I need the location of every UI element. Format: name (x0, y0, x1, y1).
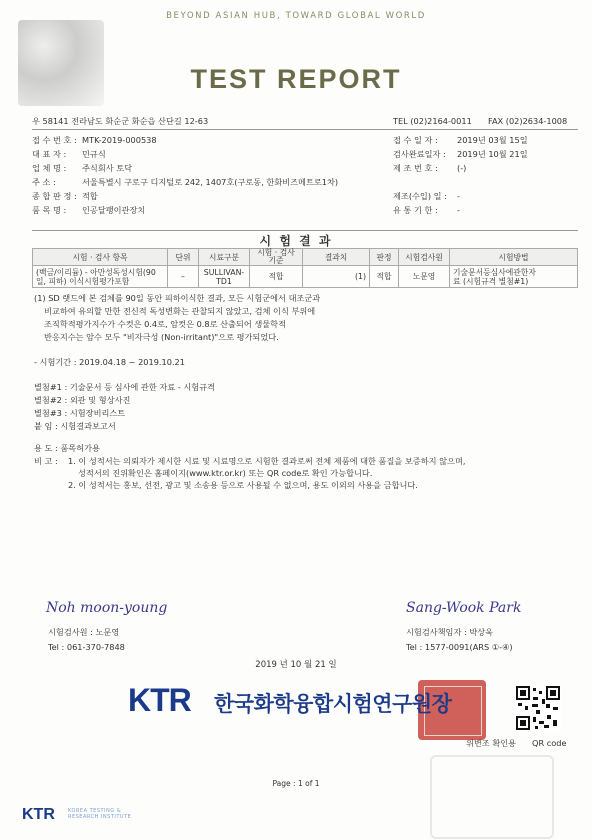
completion-date: 2019년 10월 21일 (457, 149, 528, 159)
remark-line: 1. 이 성적서는 의뢰자가 제시한 시료 및 시료명으로 시험한 결과로써 전체 제품에 대한 품질을 보증하지 않으며, (68, 456, 466, 466)
inspector: 노문영 (399, 266, 450, 288)
qr-code[interactable] (515, 685, 561, 731)
criterion: 적합 (250, 266, 303, 288)
page-title: TEST REPORT (190, 64, 402, 94)
receipt-date: 2019년 03월 15일 (457, 135, 528, 145)
slogan: BEYOND ASIAN HUB, TOWARD GLOBAL WORLD (166, 11, 426, 21)
test-item-line: 일, 피하) 이식시험평가포함 (36, 276, 130, 286)
sample-line: SULLIVAN- (203, 267, 245, 277)
sample-type (199, 266, 250, 288)
manufacture-date: - (457, 191, 460, 201)
info-label: 주 소 : (32, 177, 56, 187)
result-value: (1) (303, 266, 370, 288)
tel: TEL (02)2164-0011 (393, 116, 472, 126)
expiry-date: - (457, 205, 460, 215)
divider (32, 129, 578, 130)
remarks-label: 비 고 : (34, 456, 58, 466)
column-header: 시험검사원 (399, 249, 450, 266)
column-header: 시험방법 (450, 249, 578, 266)
info-label: 접 수 번 호 : (32, 135, 77, 145)
test-method (450, 266, 578, 288)
attachment-item: 별첨#2 : 외관 및 형상사진 (34, 395, 131, 405)
attachment-item: 별첨#1 : 기술문서 등 심사에 관한 자료 - 시험규격 (34, 382, 215, 392)
footer-org-name (68, 808, 131, 820)
column-header: 시험 · 검사 항목 (33, 249, 168, 266)
info-label: 품 목 명 : (32, 205, 67, 215)
divider (32, 230, 578, 231)
company-name: 주식회사 토닥 (82, 163, 133, 173)
note-line: 조직학적평가지수가 수컷은 0.4로, 암컷은 0.8로 산출되어 생물학적 (44, 319, 286, 329)
product-name: 인공달팽이관장치 (82, 205, 146, 215)
inspector-role: 시험검사원 : 노문영 (48, 627, 120, 637)
results-title: 시 험 결 과 (259, 234, 333, 248)
column-header: 단위 (168, 249, 199, 266)
receipt-number: MTK-2019-000538 (82, 135, 157, 145)
remark-line: 2. 이 성적서는 홍보, 선전, 광고 및 소송용 등으로 사용될 수 없으며, 용도 이외의 사용을 금합니다. (68, 480, 418, 490)
note-line: 반응지수는 암수 모두 "비자극성 (Non-irritant)"으로 평가되었다. (44, 332, 279, 342)
info-label: 대 표 자 : (32, 149, 67, 159)
info-right (393, 134, 528, 218)
test-period: - 시험기간 : 2019.04.18 ~ 2019.10.21 (34, 357, 185, 367)
judgement: 적합 (370, 266, 399, 288)
inspector-tel: Tel : 061-370-7848 (48, 642, 125, 652)
results-table (32, 248, 578, 288)
serial-number: (-) (457, 163, 467, 173)
usage: 용 도 : 품목허가용 (34, 443, 100, 453)
verify-label: 위변조 확인용 (466, 738, 517, 748)
column-header: 시료구분 (199, 249, 250, 266)
info-label: 접 수 일 자 : (393, 135, 438, 145)
info-label: 업 체 명 : (32, 163, 67, 173)
attachment-item: 별첨#3 : 시험장비리스트 (34, 408, 126, 418)
qr-label: QR code (532, 738, 567, 748)
overall-judgement: 적합 (82, 191, 98, 201)
manager-signature: Sang-Wook Park (406, 600, 522, 616)
sample-line: TD1 (216, 276, 232, 286)
manager-role: 시험검사책임자 : 박상욱 (406, 627, 494, 637)
info-label: 검사완료일자 : (393, 149, 446, 159)
company-address: 서울특별시 구로구 디지털로 242, 1407호(구로동, 한화비즈메트로1차) (82, 177, 339, 187)
footer-org-line: KOREA TESTING & (68, 808, 122, 814)
column-header: 시험 · 검사 기준 (250, 249, 303, 266)
attachment-item: 붙 임 : 시험결과보고서 (34, 421, 116, 431)
organization-name: 한국화학융합시험연구원장 (214, 692, 452, 716)
ktr-logo: KTR (128, 682, 191, 718)
column-header: 결과치 (303, 249, 370, 266)
unit: – (168, 266, 199, 288)
manager-tel: Tel : 1577-0091(ARS ①-④) (406, 642, 513, 652)
inspector-signature: Noh moon-young (46, 600, 168, 616)
qr-code-icon (515, 685, 561, 731)
note-line: (1) SD 랫드에 본 검체를 90일 동안 피하이식한 결과, 모든 시험군에서 대조군과 (34, 293, 321, 303)
note-line: 비교하여 유의할 만한 전신적 독성변화는 관찰되지 않았고, 검체 이식 부위에 (44, 306, 316, 316)
info-label: 제조(수입) 일 : (393, 191, 447, 201)
issue-date: 2019 년 10 월 21 일 (255, 660, 337, 670)
fax: FAX (02)2634-1008 (488, 116, 568, 126)
address: 우 58141 전라남도 화순군 화순읍 산단길 12-63 (32, 116, 209, 126)
footer-logo: KTR (22, 806, 55, 823)
method-line: 료 (시험규격 별첨#1) (453, 276, 529, 286)
info-label: 종 합 판 정 : (32, 191, 77, 201)
remark-line: 성적서의 진위확인은 홈페이지(www.ktr.or.kr) 또는 QR code로 확인 가능합니다. (78, 468, 373, 478)
page-indicator: Page : 1 of 1 (272, 779, 320, 788)
watermark (430, 755, 554, 839)
info-left (32, 134, 338, 218)
footer-org-line: RESEARCH INSTITUTE (68, 814, 132, 820)
info-label: 제 조 번 호 : (393, 163, 438, 173)
table-row (33, 266, 578, 288)
representative: 민규식 (82, 149, 106, 159)
test-item-line: (백금/이리듐) - 아만성독성시험(90 (36, 267, 156, 277)
table-header (33, 249, 578, 266)
test-item (33, 266, 168, 288)
method-line: 기술문서등심사에관한자 (453, 267, 536, 277)
column-header: 판정 (370, 249, 399, 266)
info-label: 유 통 기 한 : (393, 205, 438, 215)
